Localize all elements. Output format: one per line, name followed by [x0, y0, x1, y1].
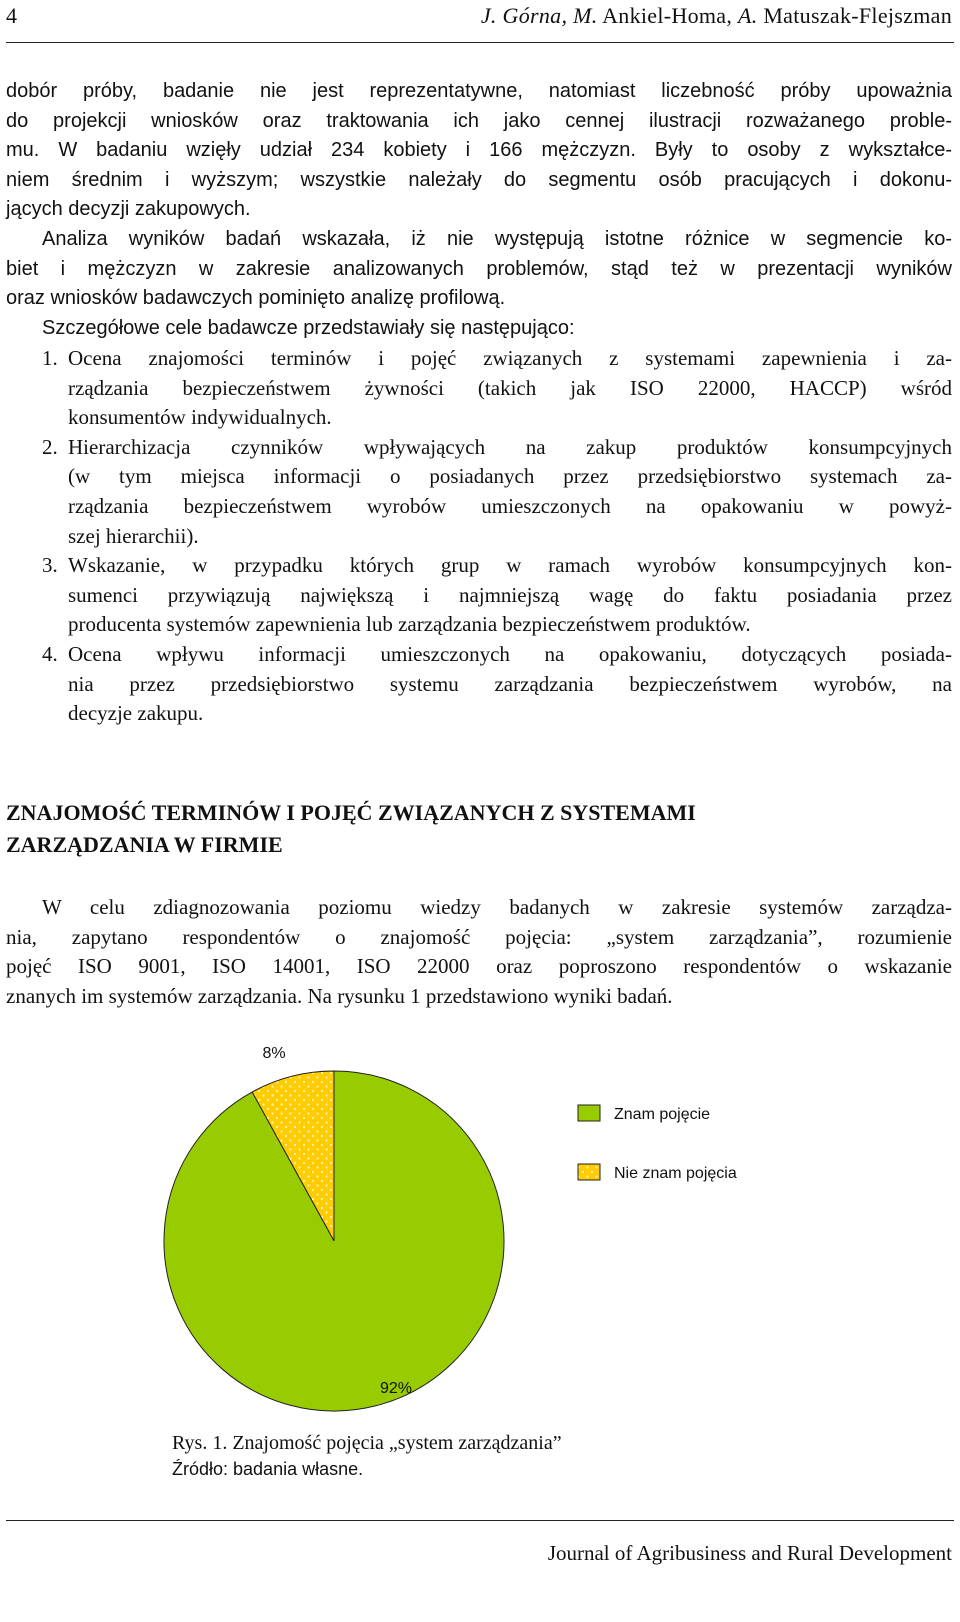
- analysis-paragraph: [6, 225, 952, 314]
- list-number: 3.: [42, 553, 58, 578]
- caption-title: Rys. 1. Znajomość pojęcia „system zarządzania”: [172, 1432, 562, 1454]
- list-number: 2.: [42, 434, 58, 459]
- text-line: oraz wniosków badawczych pominięto analizę profilową.: [6, 287, 506, 310]
- text-line: Analiza wyników badań wskazała, iż nie występują istotne różnice w segmencie ko-: [42, 228, 952, 250]
- legend-swatch: [578, 1105, 600, 1121]
- running-head-authors: [481, 3, 952, 29]
- page-number: 4: [6, 3, 17, 28]
- text-line: producenta systemów zapewnienia lub zarządzania bezpieczeństwem produktów.: [68, 612, 751, 637]
- section-heading: [6, 797, 696, 861]
- text-line: znanych im systemów zarządzania. Na rysunku 1 przedstawiono wyniki badań.: [6, 983, 673, 1008]
- text-line: Szczegółowe cele badawcze przedstawiały się następująco:: [42, 317, 575, 339]
- text-line: pojęć ISO 9001, ISO 14001, ISO 22000 oraz poproszono respondentów o wskazanie: [6, 954, 952, 979]
- goals-intro: [42, 314, 952, 344]
- text-line: jących decyzji zakupowych.: [6, 198, 251, 221]
- list-item: [42, 640, 952, 729]
- list-item: [42, 433, 952, 551]
- goals-list: [42, 344, 952, 729]
- list-number: 4.: [42, 641, 58, 666]
- text-line: biet i mężczyzn w zakresie analizowanych problemów, stąd też w prezentacji wyników: [6, 257, 952, 280]
- text-line: Wskazanie, w przypadku których grup w ramach wyrobów konsumpcyjnych kon-: [68, 553, 952, 578]
- legend-label: Nie znam pojęcia: [614, 1165, 737, 1182]
- pie-data-label: 8%: [262, 1045, 286, 1062]
- list-item: [42, 551, 952, 640]
- section-heading-line: ZARZĄDZANIA W FIRMIE: [6, 832, 283, 857]
- text-line: mu. W badaniu wzięły udział 234 kobiety i 166 mężczyzn. Były to osoby z wykształce-: [6, 139, 952, 162]
- figure-caption: [172, 1430, 562, 1482]
- text-line: (w tym miejsca informacji o posiadanych przez przedsiębiorstwo systemach za-: [68, 464, 952, 489]
- journal-name: Journal of Agribusiness and Rural Development: [547, 1541, 952, 1565]
- intro-paragraph: [6, 77, 952, 225]
- pie-data-label: 92%: [379, 1380, 413, 1397]
- text-line: dobór próby, badanie nie jest reprezentatywne, natomiast liczebność próby upoważnia: [6, 80, 952, 102]
- author-initials-1: J. Górna, M.: [480, 3, 598, 28]
- pie-chart: [0, 1030, 960, 1430]
- pie-chart-svg: [0, 1030, 960, 1430]
- section-paragraph: [6, 893, 952, 1011]
- pie-slice-znam: [164, 1071, 504, 1411]
- caption-source: Źródło: badania własne.: [172, 1459, 364, 1479]
- author-names-1: Ankiel-Homa,: [597, 3, 738, 28]
- legend-label: Znam pojęcie: [614, 1106, 711, 1123]
- text-line: rządzania bezpieczeństwem wyrobów umieszczonych na opakowaniu w powyż-: [68, 493, 952, 518]
- list-number: 1.: [42, 346, 58, 370]
- text-line: do projekcji wniosków oraz traktowania ich jako cennej ilustracji rozważanego proble-: [6, 109, 952, 132]
- legend-swatch: [578, 1164, 600, 1180]
- section-heading-line: ZNAJOMOŚĆ TERMINÓW I POJĘĆ ZWIĄZANYCH Z SYSTEMAMI: [6, 800, 696, 825]
- text-line: szej hierarchii).: [68, 523, 199, 548]
- author-initials-2: A.: [737, 3, 758, 28]
- text-line: niem średnim i wyższym; wszystkie należały do segmentu osób pracujących i dokonu-: [6, 168, 952, 191]
- text-line: nia przez przedsiębiorstwo systemu zarządzania bezpieczeństwem wyrobów, na: [68, 671, 952, 696]
- text-line: decyzje zakupu.: [68, 701, 204, 726]
- text-line: Hierarchizacja czynników wpływających na zakup produktów konsumpcyjnych: [68, 434, 952, 459]
- list-item: [42, 344, 952, 433]
- text-line: sumenci przywiązują największą i najmniejszą wagę do faktu posiadania przez: [68, 582, 952, 607]
- text-line: nia, zapytano respondentów o znajomość pojęcia: „system zarządzania”, rozumienie: [6, 924, 952, 949]
- text-line: konsumentów indywidualnych.: [68, 405, 332, 430]
- text-line: Ocena wpływu informacji umieszczonych na opakowaniu, dotyczących posiada-: [68, 641, 952, 666]
- text-line: W celu zdiagnozowania poziomu wiedzy badanych w zakresie systemów zarządza-: [42, 895, 952, 919]
- author-names-2: Matuszak-Flejszman: [757, 3, 952, 28]
- page-footer: [6, 1520, 954, 1565]
- text-line: rządzania bezpieczeństwem żywności (takich jak ISO 22000, HACCP) wśród: [68, 375, 952, 400]
- text-line: Ocena znajomości terminów i pojęć związanych z systemami zapewnienia i za-: [68, 346, 952, 370]
- running-header: [6, 2, 954, 43]
